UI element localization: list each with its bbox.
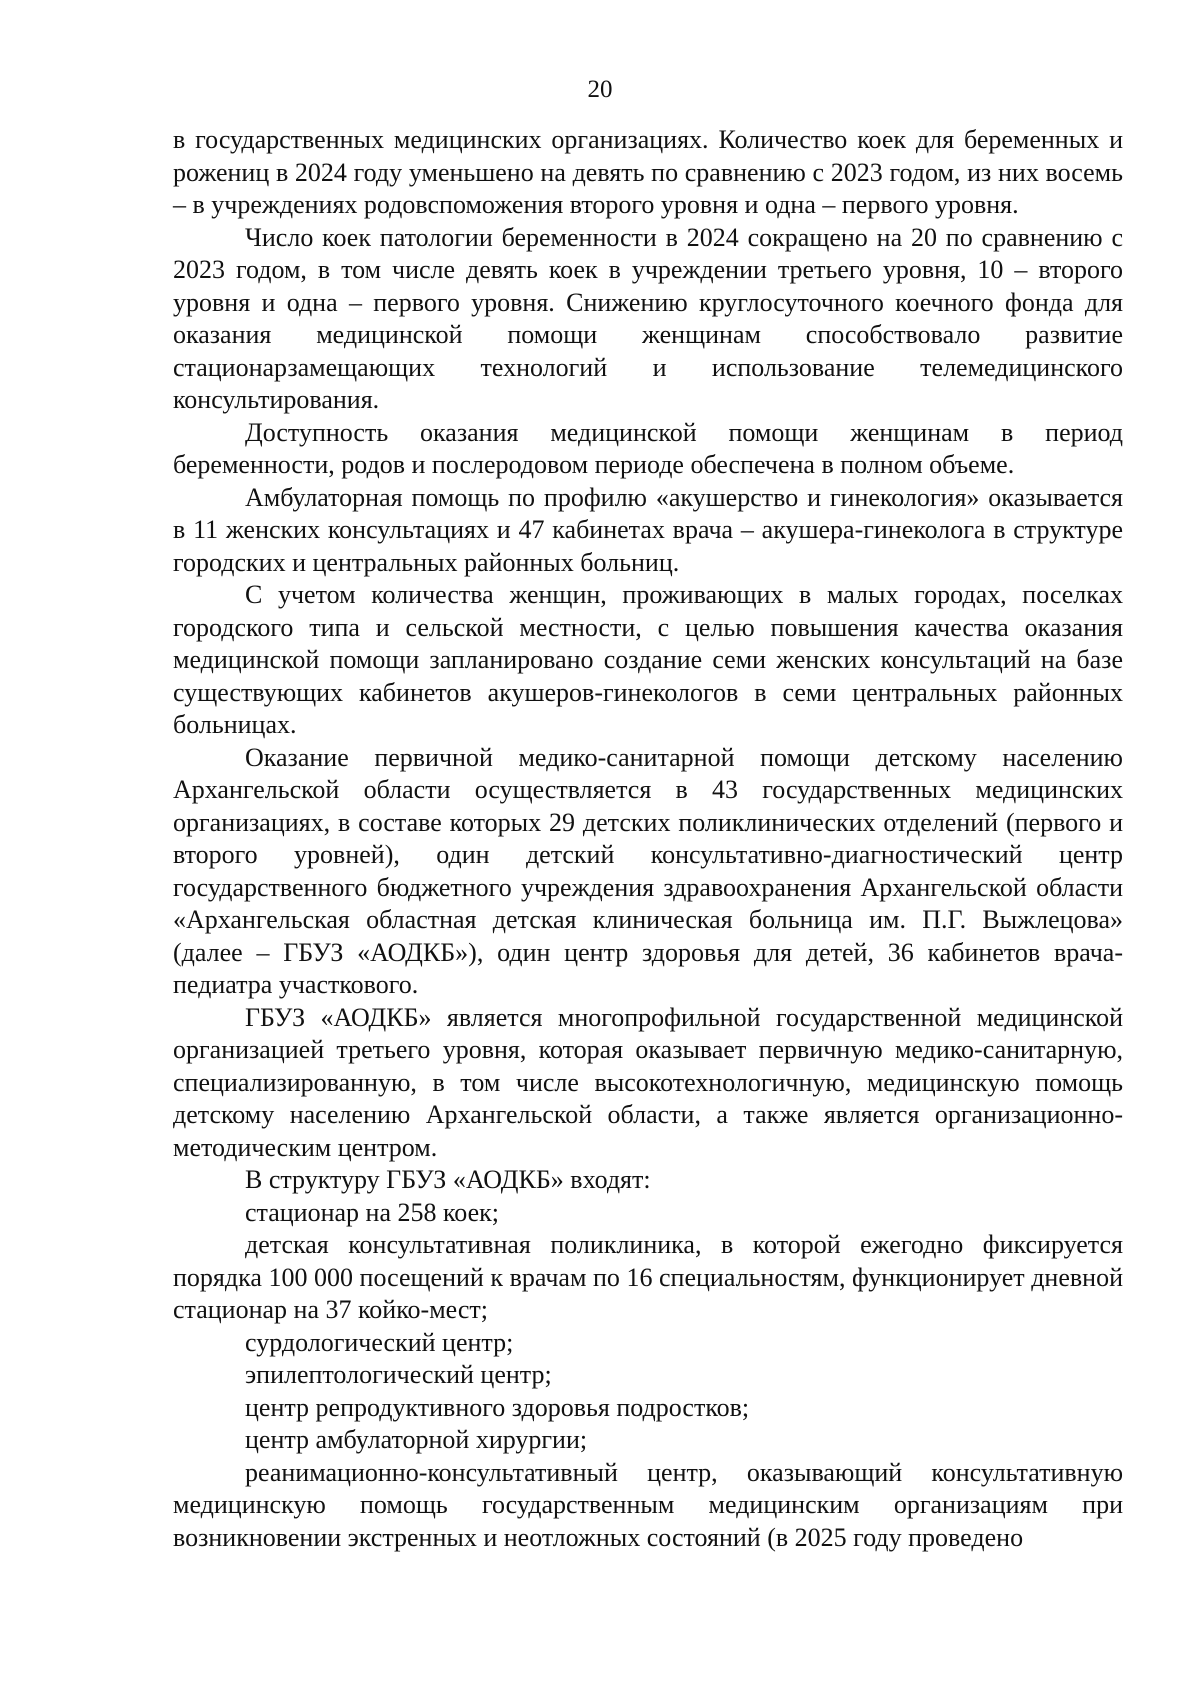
list-item-epileptology-center: эпилептологический центр; bbox=[245, 1360, 552, 1389]
paragraph-aodkb-description: ГБУЗ «АОДКБ» является многопрофильной государственной медицинской организацией третьего уровня, которая оказывает первичную медико-санитарную, специализированную, в том числе высокотехнологичную, медицинскую помощь детскому населению Архангельской области, а также является организационно-методическим центром. bbox=[173, 1002, 1123, 1162]
paragraph-womens-consultations: С учетом количества женщин, проживающих в малых городах, поселках городского типа и сельской местности, с целью повышения качества оказания медицинской помощи запланировано создание семи женских консультаций на базе существующих кабинетов акушеров-гинекологов в семи центральных районных больницах. bbox=[173, 580, 1123, 739]
document-body bbox=[173, 124, 1123, 1554]
list-item-hospital: стационар на 258 коек; bbox=[245, 1197, 500, 1227]
list-item-polyclinic: детская консультативная поликлиника, в которой ежегодно фиксируется порядка 100 000 посещений к врачам по 16 специальностям, функционирует дневной стационар на 37 койко-мест; bbox=[173, 1230, 1123, 1324]
list-item-reproductive-health-center: центр репродуктивного здоровья подростков; bbox=[245, 1392, 750, 1422]
paragraph-outpatient-care: Амбулаторная помощь по профилю «акушерство и гинекология» оказывается в 11 женских консультациях и 47 кабинетах врача – акушера-гинеколога в структуре городских и центральных районных больниц. bbox=[173, 482, 1123, 577]
list-item-ambulatory-surgery-center: центр амбулаторной хирургии; bbox=[245, 1425, 588, 1454]
page-number: 20 bbox=[587, 76, 613, 103]
list-item-surdology-center: сурдологический центр; bbox=[245, 1327, 514, 1357]
list-item-resuscitation-center: реанимационно-консультативный центр, оказывающий консультативную медицинскую помощь государственным медицинским организациям при возникновении экстренных и неотложных состояний (в 2025 году проведено bbox=[173, 1457, 1123, 1552]
paragraph-pediatric-primary-care: Оказание первичной медико-санитарной помощи детскому населению Архангельской области осуществляется в 43 государственных медицинских организациях, в составе которых 29 детских поликлинических отделений (первого и второго уровней), один детский консультативно-диагностический центр государственного бюджетного учреждения здравоохранения Архангельской области «Архангельская областная детская клиническая больница им. П.Г. Выжлецова» (далее – ГБУЗ «АОДКБ»), один центр здоровья для детей, 36 кабинетов врача-педиатра участкового. bbox=[173, 742, 1123, 999]
paragraph-aodkb-structure-intro: В структуру ГБУЗ «АОДКБ» входят: bbox=[245, 1165, 651, 1194]
paragraph-continuation: в государственных медицинских организациях. Количество коек для беременных и рожениц в 2024 году уменьшено на девять по сравнению с 2023 годом, из них восемь – в учреждениях родовспоможения второго уровня и одна – первого уровня. bbox=[173, 125, 1123, 219]
paragraph-care-availability: Доступность оказания медицинской помощи женщинам в период беременности, родов и послеродовом периоде обеспечена в полном объеме. bbox=[173, 417, 1123, 479]
paragraph-pregnancy-pathology-beds: Число коек патологии беременности в 2024 сокращено на 20 по сравнению с 2023 годом, в том числе девять коек в учреждении третьего уровня, 10 – второго уровня и одна – первого уровня. Снижению круглосуточного коечного фонда для оказания медицинской помощи женщинам способствовало развитие стационарзамещающих технологий и использование телемедицинского консультирования. bbox=[173, 222, 1123, 414]
